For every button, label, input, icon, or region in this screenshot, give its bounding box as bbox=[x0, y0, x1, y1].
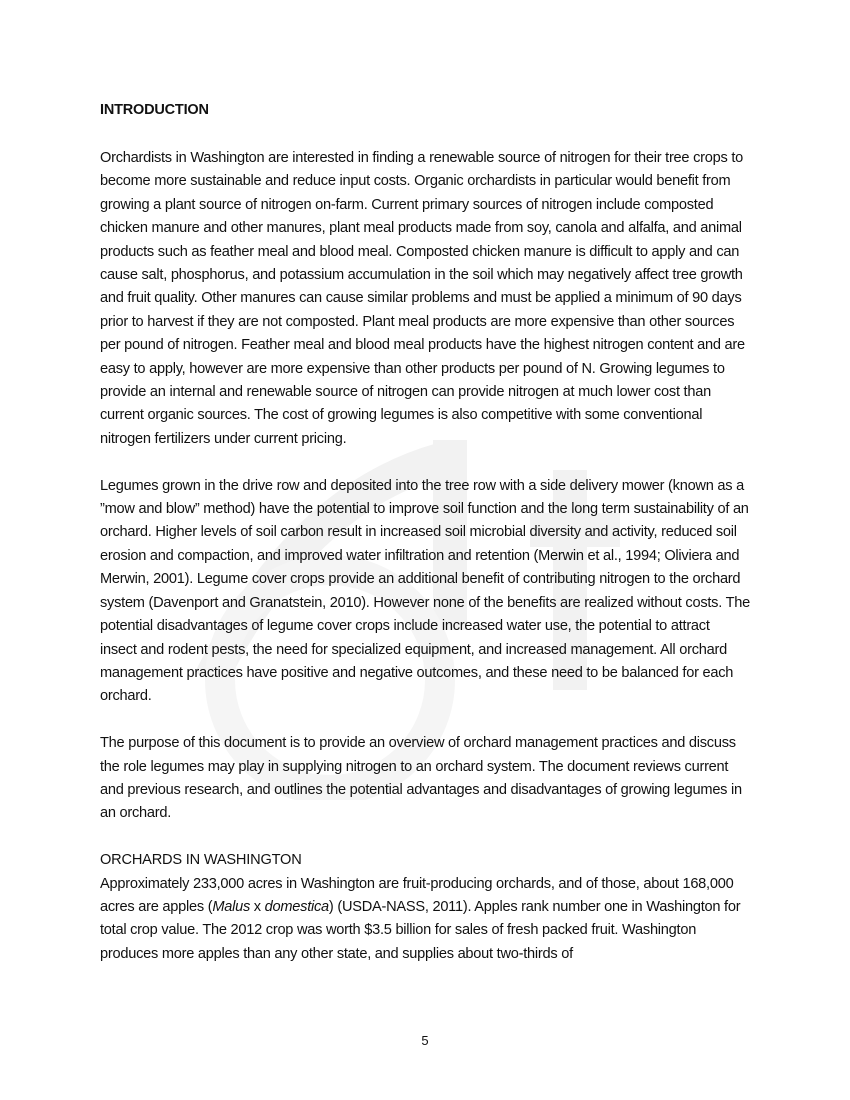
section-title-introduction: INTRODUCTION bbox=[100, 102, 209, 118]
species-genus: Malus bbox=[212, 898, 250, 915]
paragraph: Legumes grown in the drive row and deposited into the tree row with a side delivery mower (known as a ”mow and blow” method) have the potential to improve soil function and the long term sustainability of an orchard. Higher levels of soil carbon result in increased soil microbial diversity and activity, reduced soil erosion and compaction, and improved water infiltration and retention (Merwin et al., 1994; Oliviera and Merwin, 2001). Legume cover crops provide an additional benefit of contributing nitrogen to the orchard system (Davenport and Granatstein, 2010). However none of the benefits are realized without costs. The potential disadvantages of legume cover crops include increased water use, the potential to attract insect and rodent pests, the need for specialized equipment, and increased management. All orchard management practices have positive and negative outcomes, and these need to be balanced for each orchard. bbox=[100, 477, 750, 705]
text-span: ) (USDA-NASS, 2011). Apples rank number one in Washington for total crop value. The 2012 crop was worth $3.5 billion for sales of fresh packed fruit. Washington produces more apples than any other state, and supplies about two-thirds of bbox=[100, 898, 741, 962]
paragraph bbox=[100, 873, 750, 967]
subsection-title-orchards: ORCHARDS IN WASHINGTON bbox=[100, 852, 302, 869]
page-number: 5 bbox=[421, 1033, 429, 1048]
paragraph: The purpose of this document is to provide an overview of orchard management practices and discuss the role legumes may play in supplying nitrogen to an orchard system. The document reviews current and previous research, and outlines the potential advantages and disadvantages of growing legumes in an orchard. bbox=[100, 735, 742, 822]
text-span: x bbox=[250, 898, 265, 915]
paragraph: Orchardists in Washington are interested in finding a renewable source of nitrogen for their tree crops to become more sustainable and reduce input costs. Organic orchardists in particular would benefit from growing a plant source of nitrogen on-farm. Current primary sources of nitrogen include composted chicken manure and other manures, plant meal products made from soy, canola and alfalfa, and animal products such as feather meal and blood meal. Composted chicken manure is difficult to apply and can cause salt, phosphorus, and potassium accumulation in the soil which may negatively affect tree growth and fruit quality. Other manures can cause similar problems and must be applied a minimum of 90 days prior to harvest if they are not composted. Plant meal products are more expensive than other sources per pound of nitrogen. Feather meal and blood meal products have the highest nitrogen content and are easy to apply, however are more expensive than other products per pound of N. Growing legumes to provide an internal and renewable source of nitrogen can provide nitrogen at much lower cost than current organic sources. The cost of growing legumes is also competitive with some conventional nitrogen fertilizers under current pricing. bbox=[100, 150, 745, 447]
document-body bbox=[100, 100, 750, 966]
species-epithet: domestica bbox=[264, 898, 329, 915]
text-span: Approximately 233,000 acres in Washington are fruit-producing orchards, and of those, about 168,000 acres are apples ( bbox=[100, 875, 734, 915]
